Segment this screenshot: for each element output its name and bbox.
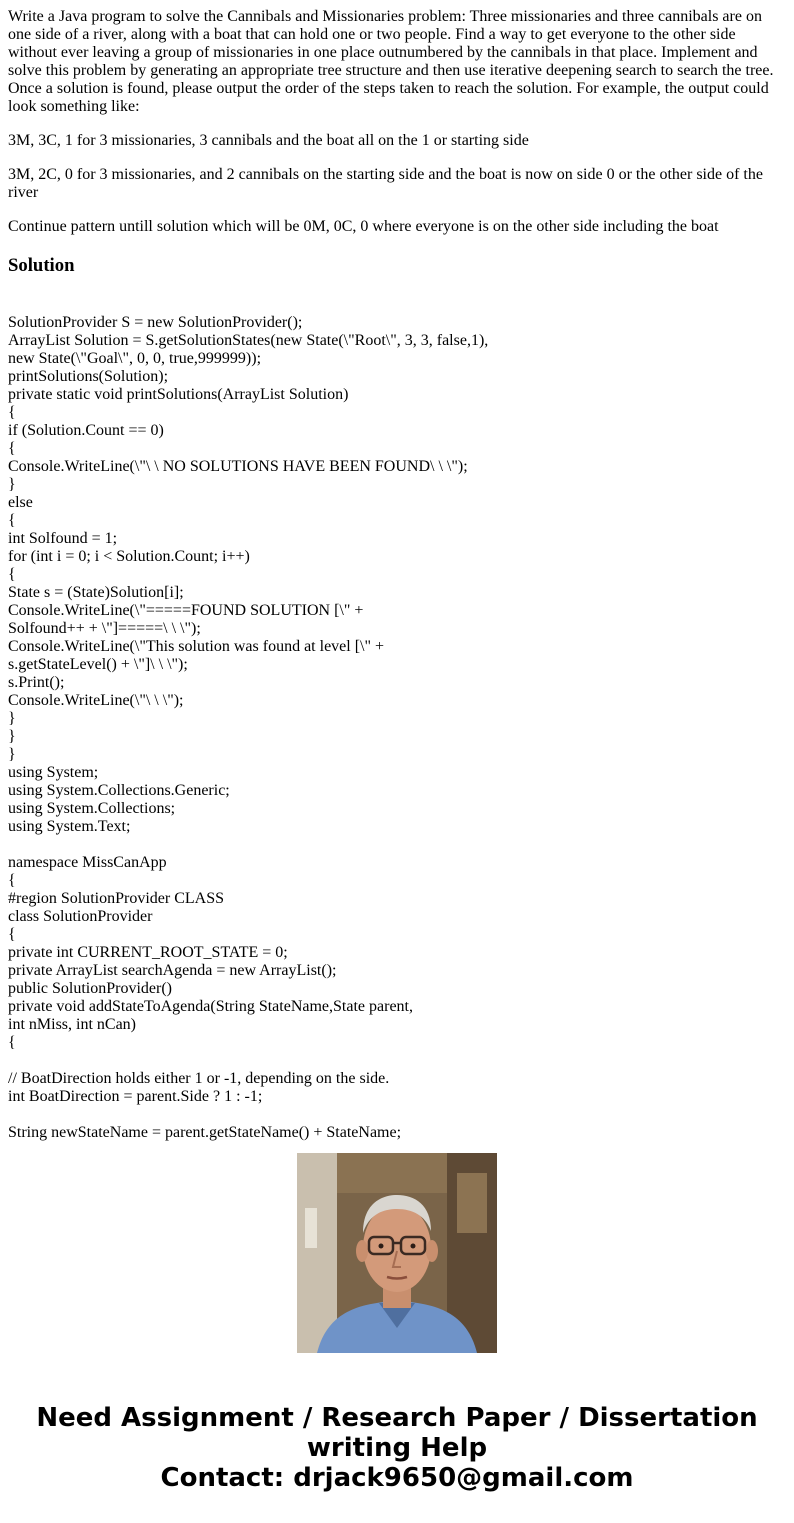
code-line: } bbox=[8, 476, 16, 493]
solution-code bbox=[8, 314, 784, 1142]
code-line: { bbox=[8, 404, 16, 421]
code-line: int Solfound = 1; bbox=[8, 530, 118, 547]
promo-line: writing Help bbox=[306, 1433, 488, 1463]
question-paragraph: Write a Java program to solve the Cannibals and Missionaries problem: Three missionaries and three cannibals are on one side of a river, along with a boat that can hold one or two people. Find a way to get everyone to the other side without ever leaving a group of missionaries in one place outnumbered by the cannibals in that place. Implement and solve this problem by generating an appropriate tree structure and then use iterative deepening search to search the tree. Once a solution is found, please output the order of the steps taken to reach the solution. For example, the output could look something like: bbox=[8, 8, 774, 115]
code-line: #region SolutionProvider CLASS bbox=[8, 890, 225, 907]
code-line: Console.WriteLine(\"\ \ \"); bbox=[8, 692, 184, 709]
code-line: } bbox=[8, 728, 16, 745]
code-line: s.Print(); bbox=[8, 674, 65, 691]
code-line: int nMiss, int nCan) bbox=[8, 1016, 137, 1033]
solution-heading: Solution bbox=[8, 255, 75, 276]
question-content bbox=[8, 8, 784, 1141]
code-line: String newStateName = parent.getStateName() + StateName; bbox=[8, 1124, 402, 1141]
code-line: for (int i = 0; i < Solution.Count; i++) bbox=[8, 548, 250, 565]
code-line: new State(\"Goal\", 0, 0, true,999999)); bbox=[8, 350, 262, 367]
promo-line: Need Assignment / Research Paper / Dissertation bbox=[36, 1403, 758, 1433]
code-line bbox=[8, 1052, 784, 1070]
code-line: Solfound++ + \"]=====\ \ \"); bbox=[8, 620, 201, 637]
code-line: Console.WriteLine(\"This solution was found at level [\" + bbox=[8, 638, 385, 655]
code-line: using System.Collections; bbox=[8, 800, 176, 817]
code-line: private int CURRENT_ROOT_STATE = 0; bbox=[8, 944, 288, 961]
code-line: } bbox=[8, 746, 16, 763]
code-line bbox=[8, 1106, 784, 1124]
code-line: // BoatDirection holds either 1 or -1, depending on the side. bbox=[8, 1070, 390, 1087]
code-line: Console.WriteLine(\"\ \ NO SOLUTIONS HAVE BEEN FOUND\ \ \"); bbox=[8, 458, 468, 475]
code-line bbox=[8, 836, 784, 854]
code-line: { bbox=[8, 440, 16, 457]
question-paragraph: Continue pattern untill solution which will be 0M, 0C, 0 where everyone is on the other side including the boat bbox=[8, 218, 719, 235]
code-line: } bbox=[8, 710, 16, 727]
code-line: namespace MissCanApp bbox=[8, 854, 167, 871]
code-line: private static void printSolutions(ArrayList Solution) bbox=[8, 386, 349, 403]
code-line: else bbox=[8, 494, 33, 511]
question-paragraph: 3M, 3C, 1 for 3 missionaries, 3 cannibals and the boat all on the 1 or starting side bbox=[8, 132, 529, 149]
code-line: ArrayList Solution = S.getSolutionStates(new State(\"Root\", 3, 3, false,1), bbox=[8, 332, 489, 349]
code-line: using System; bbox=[8, 764, 99, 781]
code-line: if (Solution.Count == 0) bbox=[8, 422, 164, 439]
code-line: { bbox=[8, 926, 16, 943]
code-line: { bbox=[8, 872, 16, 889]
code-line: int BoatDirection = parent.Side ? 1 : -1; bbox=[8, 1088, 263, 1105]
code-line: private void addStateToAgenda(String StateName,State parent, bbox=[8, 998, 413, 1015]
code-line: public SolutionProvider() bbox=[8, 980, 172, 997]
code-line: using System.Text; bbox=[8, 818, 131, 835]
code-line: printSolutions(Solution); bbox=[8, 368, 169, 385]
person-photo-icon bbox=[297, 1153, 497, 1353]
code-line: SolutionProvider S = new SolutionProvider(); bbox=[8, 314, 303, 331]
code-line: s.getStateLevel() + \"]\ \ \"); bbox=[8, 656, 188, 673]
code-line: Console.WriteLine(\"=====FOUND SOLUTION [\" + bbox=[8, 602, 364, 619]
code-line: { bbox=[8, 512, 16, 529]
question-paragraph: 3M, 2C, 0 for 3 missionaries, and 2 cannibals on the starting side and the boat is now on side 0 or the other side of the river bbox=[8, 166, 763, 201]
code-line: { bbox=[8, 1034, 16, 1051]
promo-contact: Contact: drjack9650@gmail.com bbox=[160, 1463, 634, 1493]
code-line: private ArrayList searchAgenda = new ArrayList(); bbox=[8, 962, 337, 979]
code-line: { bbox=[8, 566, 16, 583]
code-line: using System.Collections.Generic; bbox=[8, 782, 230, 799]
promo-banner bbox=[0, 1403, 794, 1493]
code-line: class SolutionProvider bbox=[8, 908, 153, 925]
code-line: State s = (State)Solution[i]; bbox=[8, 584, 184, 601]
